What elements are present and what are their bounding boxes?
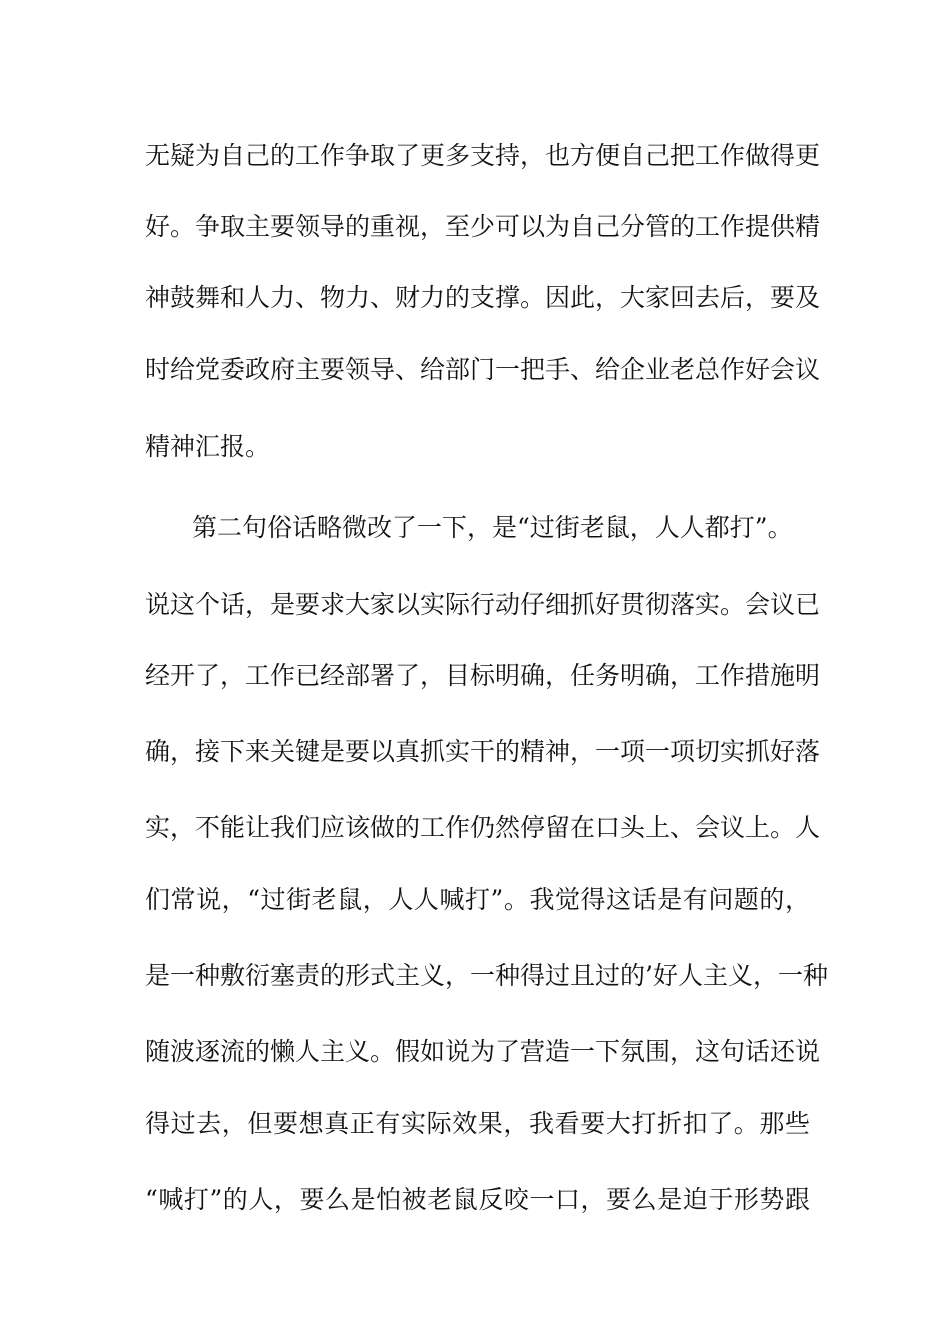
text-line: 经开了，工作已经部署了，目标明确，任务明确，工作措施明	[145, 661, 821, 690]
text-line: 确，接下来关键是要以真抓实干的精神，一项一项切实抓好落	[145, 737, 821, 766]
text-line: 无疑为自己的工作争取了更多支持，也方便自己把工作做得更	[145, 141, 821, 170]
text-line: 是一种敷衍塞责的形式主义，一种得过且过的’好人主义，一种	[145, 961, 828, 990]
text-line: 得过去，但要想真正有实际效果，我看要大打折扣了。那些	[145, 1109, 810, 1138]
text-line: 好。争取主要领导的重视，至少可以为自己分管的工作提供精	[145, 212, 821, 241]
text-line: 神鼓舞和人力、物力、财力的支撑。因此，大家回去后，要及	[145, 283, 821, 312]
text-line: 精神汇报。	[145, 432, 271, 461]
paragraph-first-line: 第二句俗话略微改了一下，是“过街老鼠，人人都打”。	[192, 513, 793, 542]
text-line: “喊打”的人，要么是怕被老鼠反咬一口，要么是迫于形势跟	[145, 1185, 810, 1214]
text-line: 们常说，“过街老鼠，人人喊打”。我觉得这话是有问题的，	[145, 885, 810, 914]
text-line: 随波逐流的懒人主义。假如说为了营造一下氛围，这句话还说	[145, 1037, 821, 1066]
text-line: 说这个话，是要求大家以实际行动仔细抓好贯彻落实。会议已	[145, 590, 821, 619]
text-line: 实，不能让我们应该做的工作仍然停留在口头上、会议上。人	[145, 813, 821, 842]
text-line: 时给党委政府主要领导、给部门一把手、给企业老总作好会议	[145, 355, 821, 384]
